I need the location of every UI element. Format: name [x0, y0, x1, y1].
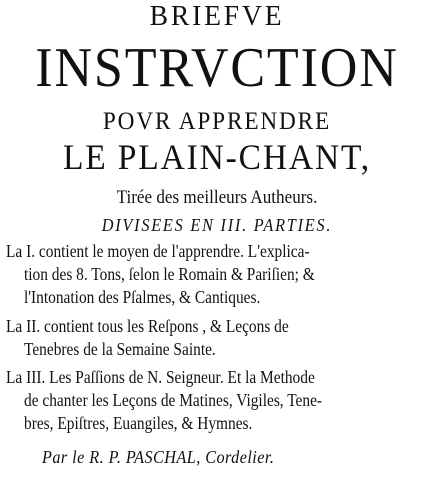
part-three-line: La III. Les Paſſions de N. Seigneur. Et la Methode — [6, 367, 315, 387]
part-three-line: bres, Epiſtres, Euangiles, & Hymnes. — [24, 413, 253, 433]
title-line-instruction: INSTRVCTION — [35, 37, 399, 99]
subtitle-tiree: Tirée des meilleurs Autheurs. — [116, 187, 318, 208]
part-two-line: La II. contient tous les Reſpons , & Leçons de — [6, 316, 289, 336]
title-line-plain-chant: LE PLAIN-CHANT, — [62, 137, 372, 177]
title-line-pour-apprendre: POVR APPRENDRE — [102, 108, 332, 135]
title-line-briefve: BRIEFVE — [149, 0, 285, 32]
part-two-line: Tenebres de la Semaine Sainte. — [24, 339, 216, 359]
part-one-line: l'Intonation des Pſalmes, & Cantiques. — [24, 287, 261, 307]
part-one-line: La I. contient le moyen de l'apprendre. L'explica- — [6, 241, 310, 261]
part-one-line: tion des 8. Tons, ſelon le Romain & Pariſien; & — [24, 264, 315, 284]
subtitle-divisees: DIVISEES EN III. PARTIES. — [101, 215, 333, 235]
part-three-line: de chanter les Leçons de Matines, Vigiles, Tene- — [24, 390, 323, 410]
author-line: Par le R. P. PASCHAL, Cordelier. — [42, 447, 275, 467]
